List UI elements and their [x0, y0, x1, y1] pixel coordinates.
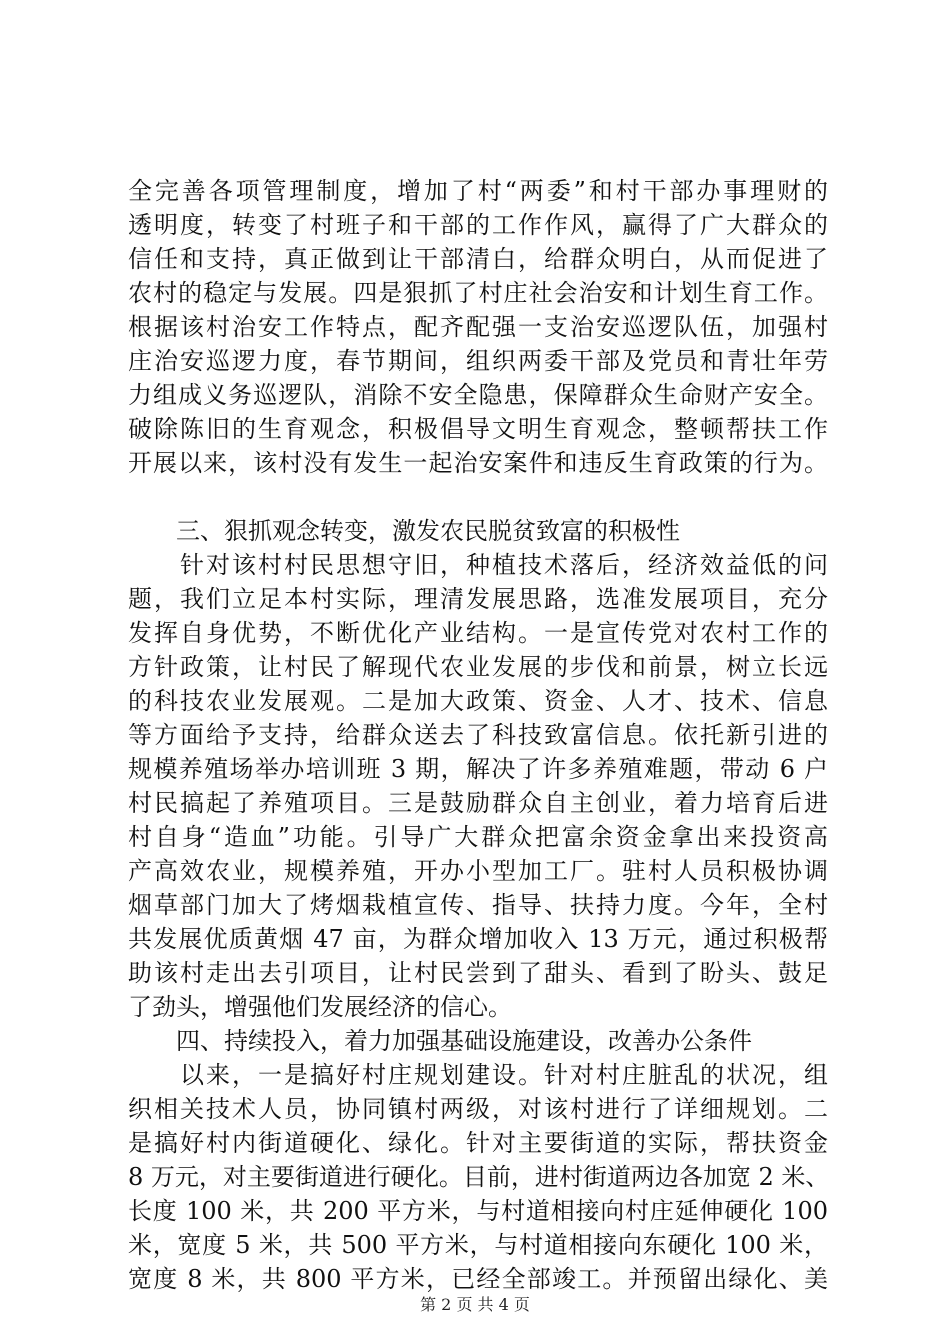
text-line: 力组成义务巡逻队，消除不安全隐患，保障群众生命财产安全。: [128, 381, 828, 409]
paragraph-security-and-planning: [128, 174, 828, 480]
text-line: 宽度 8 米，共 800 平方米，已经全部竣工。并预留出绿化、美: [128, 1265, 828, 1293]
text-line: 村民搞起了养殖项目。三是鼓励群众自主创业，着力培育后进: [128, 789, 828, 817]
document-body: [128, 174, 828, 1296]
text-line: 题，我们立足本村实际，理清发展思路，选准发展项目，充分: [128, 585, 828, 613]
text-line: 庄治安巡逻力度，春节期间，组织两委干部及党员和青壮年劳: [128, 347, 828, 375]
text-line: 发挥自身优势，不断优化产业结构。一是宣传党对农村工作的: [128, 619, 828, 647]
paragraph-infrastructure: [128, 1058, 828, 1296]
text-line: 破除陈旧的生育观念，积极倡导文明生育观念，整顿帮扶工作: [128, 415, 828, 443]
text-line: 农村的稳定与发展。四是狠抓了村庄社会治安和计划生育工作。: [128, 279, 828, 307]
section-heading-3: 三、狠抓观念转变，激发农民脱贫致富的积极性: [176, 517, 680, 545]
text-line: 是搞好村内街道硬化、绿化。针对主要街道的实际，帮扶资金: [128, 1129, 828, 1157]
text-line: 8 万元，对主要街道进行硬化。目前，进村街道两边各加宽 2 米、: [128, 1163, 830, 1191]
text-line: 了劲头，增强他们发展经济的信心。: [128, 993, 512, 1021]
section-heading-4: 四、持续投入，着力加强基础设施建设，改善办公条件: [176, 1027, 752, 1055]
text-line: 信任和支持，真正做到让干部清白，给群众明白，从而促进了: [128, 245, 828, 273]
text-line: 长度 100 米，共 200 平方米，与村道相接向村庄延伸硬化 100: [128, 1197, 828, 1225]
text-line: 透明度，转变了村班子和干部的工作作风，赢得了广大群众的: [128, 211, 828, 239]
text-line: 针对该村村民思想守旧，种植技术落后，经济效益低的问: [128, 551, 828, 579]
text-line: 村自身“造血”功能。引导广大群众把富余资金拿出来投资高: [128, 823, 828, 851]
text-line: 的科技农业发展观。二是加大政策、资金、人才、技术、信息: [128, 687, 828, 715]
text-line: 烟草部门加大了烤烟栽植宣传、指导、扶持力度。今年，全村: [128, 891, 828, 919]
text-line: 根据该村治安工作特点，配齐配强一支治安巡逻队伍，加强村: [128, 313, 828, 341]
text-line: 助该村走出去引项目，让村民尝到了甜头、看到了盼头、鼓足: [128, 959, 828, 987]
paragraph-mindset-change: [128, 548, 828, 1024]
text-line: 规模养殖场举办培训班 3 期，解决了许多养殖难题，带动 6 户: [128, 755, 828, 783]
text-line: 共发展优质黄烟 47 亩，为群众增加收入 13 万元，通过积极帮: [128, 925, 828, 953]
paragraph-spacer: [128, 480, 828, 514]
text-line: 全完善各项管理制度，增加了村“两委”和村干部办事理财的: [128, 177, 828, 205]
text-line: 以来，一是搞好村庄规划建设。针对村庄脏乱的状况，组: [128, 1061, 828, 1089]
page-number-footer: 第 2 页 共 4 页: [420, 1295, 530, 1314]
text-line: 等方面给予支持，给群众送去了科技致富信息。依托新引进的: [128, 721, 828, 749]
text-line: 产高效农业，规模养殖，开办小型加工厂。驻村人员积极协调: [128, 857, 828, 885]
text-line: 开展以来，该村没有发生一起治安案件和违反生育政策的行为。: [128, 449, 828, 477]
text-line: 米，宽度 5 米，共 500 平方米，与村道相接向东硬化 100 米，: [128, 1231, 828, 1259]
text-line: 织相关技术人员，协同镇村两级，对该村进行了详细规划。二: [128, 1095, 828, 1123]
text-line: 方针政策，让村民了解现代农业发展的步伐和前景，树立长远: [128, 653, 828, 681]
